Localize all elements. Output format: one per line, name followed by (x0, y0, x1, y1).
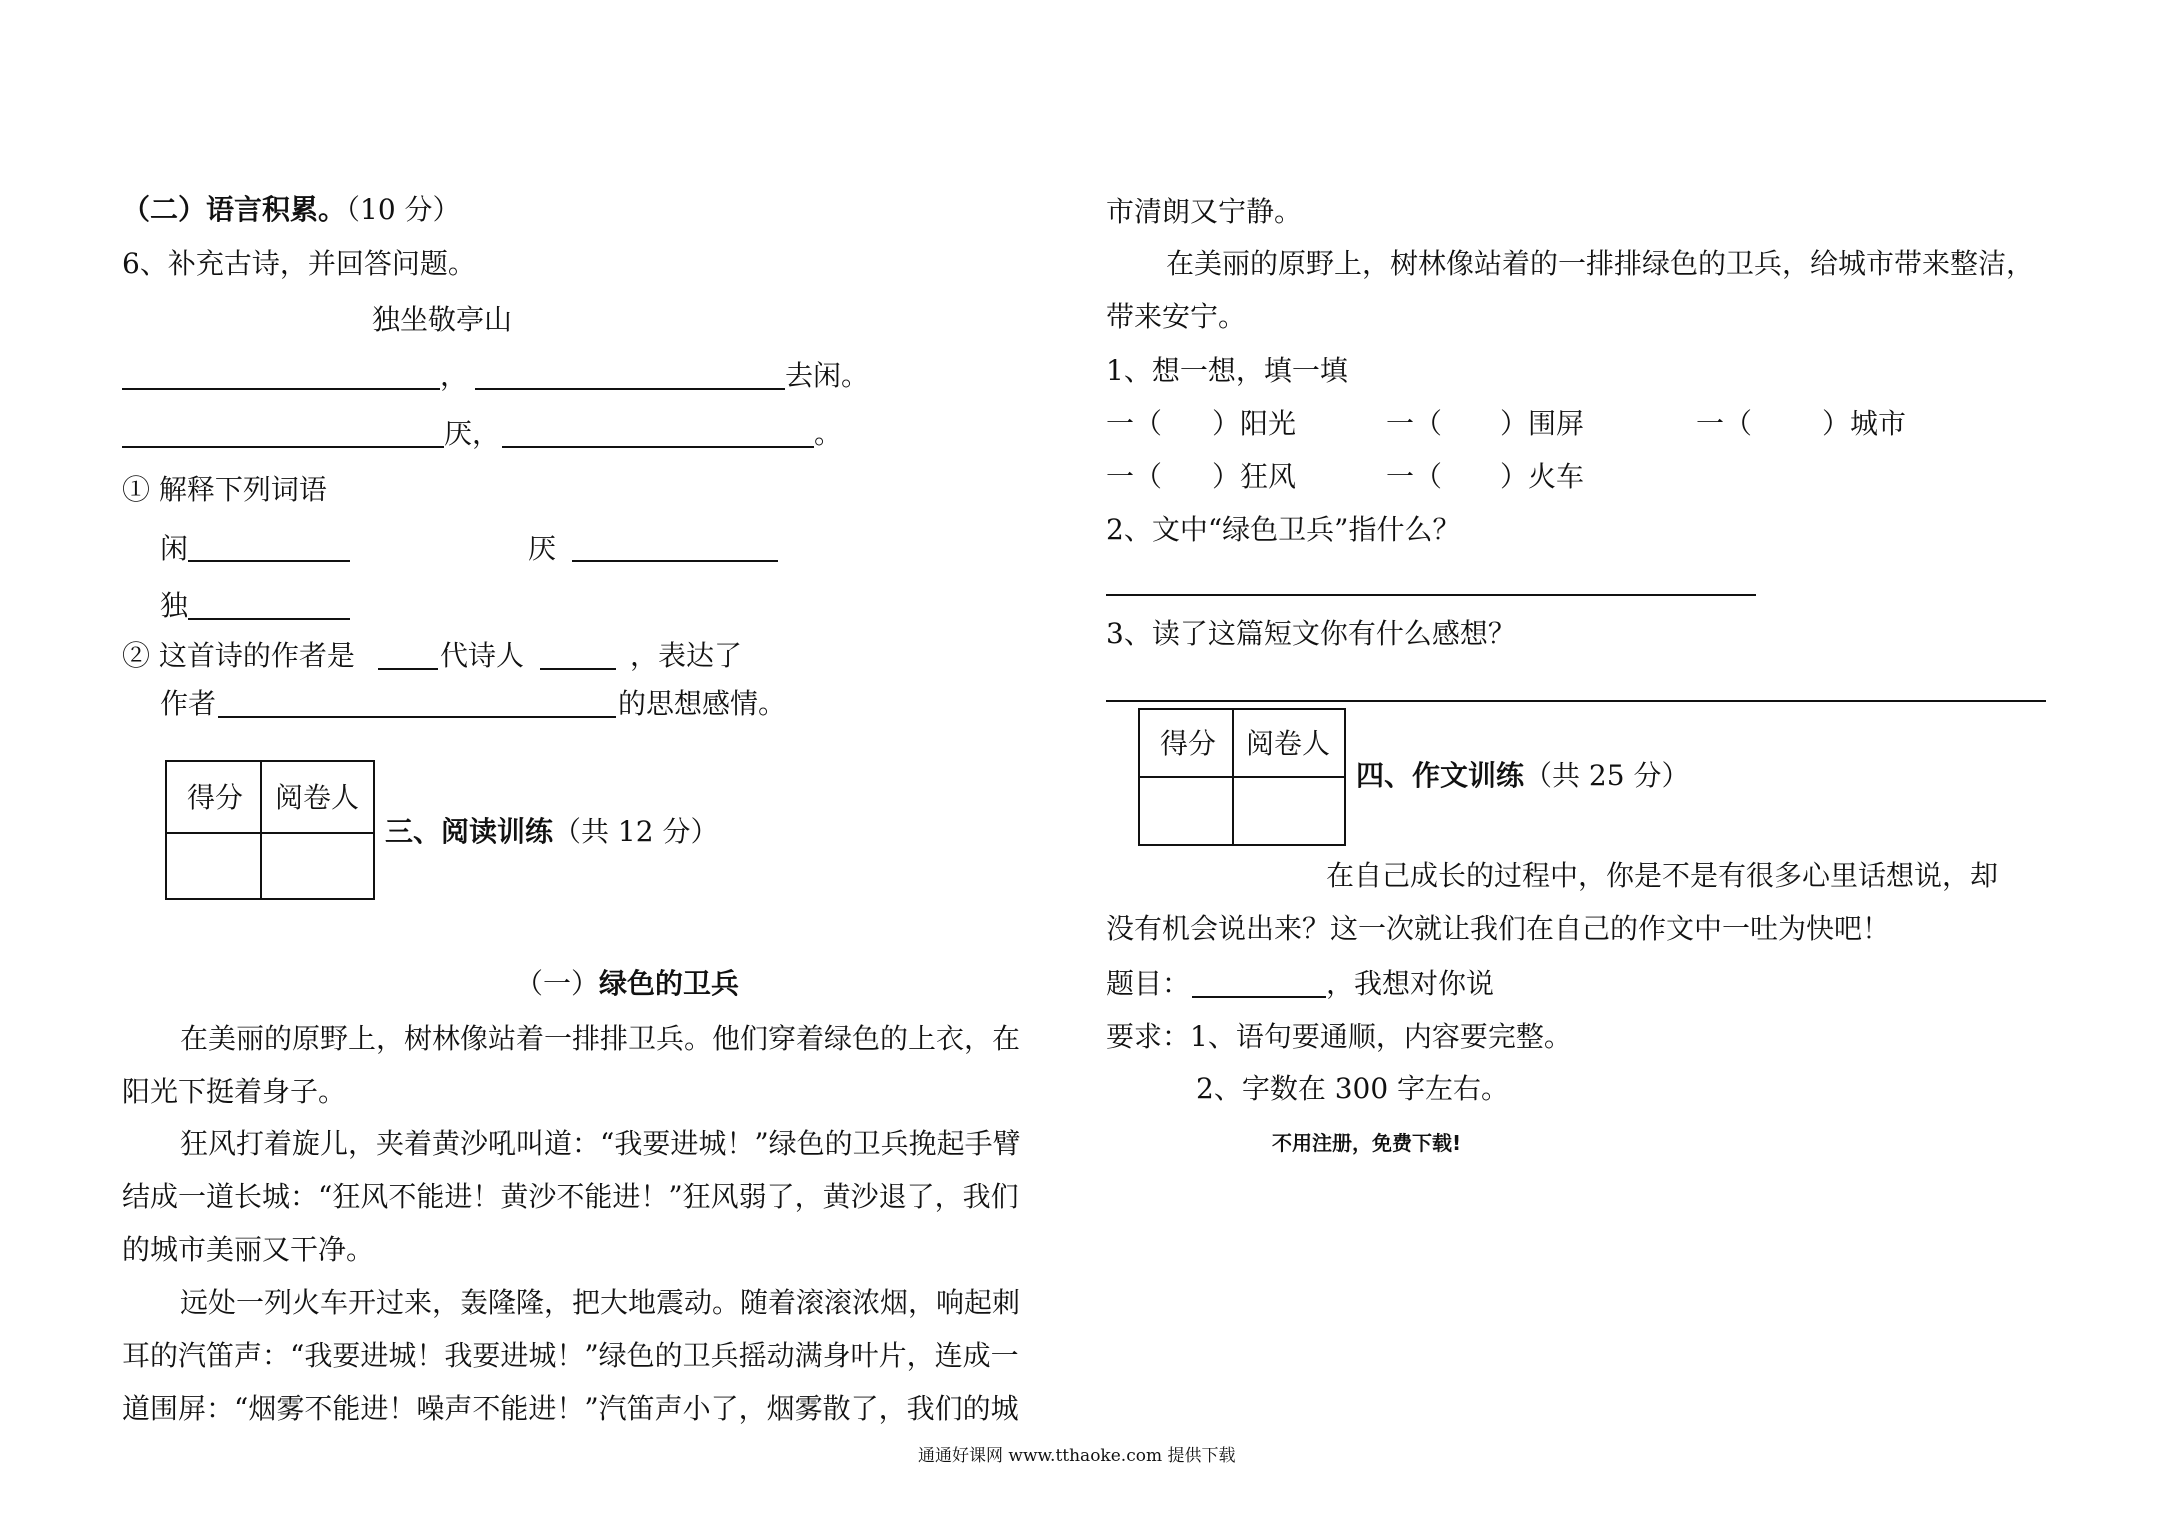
passage-p2-line1: 狂风打着旋儿，夹着黄沙吼叫道：“我要进城！”绿色的卫兵挽起手臂 (180, 1127, 1021, 1160)
fill-item-2[interactable]: 一（ ）围屏 (1386, 407, 1585, 440)
passage-p4-line1: 在美丽的原野上，树林像站着的一排排绿色的卫兵，给城市带来整洁， (1166, 247, 2035, 280)
passage-p2-line3: 的城市美丽又干净。 (122, 1233, 375, 1266)
score-header: 得分 (1160, 727, 1217, 760)
free-download-note: 不用注册，免费下载! (1272, 1131, 1462, 1155)
word-du: 独 (160, 589, 189, 622)
question-6: 6、补充古诗，并回答问题。 (122, 247, 476, 280)
word-xian-blank[interactable] (188, 560, 350, 562)
passage-p2-line2: 结成一道长城：“狂风不能进！黄沙不能进！”狂风弱了，黄沙退了，我们 (122, 1180, 1019, 1213)
reviewer-header: 阅卷人 (275, 781, 360, 814)
score-header: 得分 (187, 781, 244, 814)
feeling-blank[interactable] (218, 716, 616, 718)
poem-line2-mid: 厌， (444, 417, 501, 450)
passage-p3-line4: 市清朗又宁静。 (1106, 195, 1303, 228)
question-1: 1、想一想，填一填 (1106, 354, 1348, 387)
poem-line2-blank1[interactable] (122, 446, 444, 448)
question-2-answer-line[interactable] (1106, 594, 1756, 596)
passage-p4-line2: 带来安宁。 (1106, 300, 1247, 333)
word-yan-blank[interactable] (572, 560, 778, 562)
footer-credit: 通通好课网 www.tthaoke.com 提供下载 (918, 1446, 1236, 1466)
sub-question-1: ① 解释下列词语 (122, 473, 327, 506)
question-3-answer-line[interactable] (1106, 700, 2046, 702)
score-table-section3 (165, 760, 375, 900)
passage-p3-line1: 远处一列火车开过来，轰隆隆，把大地震动。随着滚滚浓烟，响起刺 (180, 1286, 1021, 1319)
poet-blank[interactable] (540, 668, 616, 670)
word-du-blank[interactable] (188, 618, 350, 620)
fill-item-1[interactable]: 一（ ）阳光 (1106, 407, 1297, 440)
word-yan: 厌 (528, 532, 557, 565)
topic-label: 题目： (1106, 967, 1191, 1000)
sub-question-2b: 代诗人 (440, 639, 525, 672)
score-table-section4 (1138, 708, 1346, 846)
fill-item-5[interactable]: 一（ ）火车 (1386, 460, 1585, 493)
word-xian: 闲 (160, 532, 189, 565)
poem-line1-blank2[interactable] (475, 388, 785, 390)
poem-line2-blank2[interactable] (502, 446, 814, 448)
topic-blank[interactable] (1192, 996, 1326, 998)
sub-question-2d: 作者 (160, 687, 217, 720)
poem-line2-end: 。 (814, 417, 843, 450)
passage-p3-line2: 耳的汽笛声：“我要进城！我要进城！”绿色的卫兵摇动满身叶片，连成一 (122, 1339, 1019, 1372)
question-3: 3、读了这篇短文你有什么感想？ (1106, 617, 1516, 650)
poem-line1-end: 去闲。 (785, 359, 870, 392)
section3-heading: 三、阅读训练（共 12 分） (385, 815, 719, 848)
topic-suffix: ，我想对你说 (1326, 967, 1495, 1000)
question-2: 2、文中“绿色卫兵”指什么？ (1106, 513, 1461, 546)
passage-p1-line1: 在美丽的原野上，树林像站着一排排卫兵。他们穿着绿色的上衣，在 (180, 1022, 1021, 1055)
section4-heading: 四、作文训练（共 25 分） (1356, 759, 1690, 792)
fill-item-4[interactable]: 一（ ）狂风 (1106, 460, 1297, 493)
poem-title: 独坐敬亭山 (372, 303, 513, 336)
essay-prompt-line1: 在自己成长的过程中，你是不是有很多心里话想说，却 (1326, 859, 1999, 892)
dynasty-blank[interactable] (378, 668, 438, 670)
passage-p3-line3: 道围屏：“烟雾不能进！噪声不能进！”汽笛声小了，烟雾散了，我们的城 (122, 1392, 1019, 1425)
essay-prompt-line2: 没有机会说出来？这一次就让我们在自己的作文中一吐为快吧！ (1106, 912, 1891, 945)
requirement-2: 2、字数在 300 字左右。 (1196, 1072, 1510, 1105)
passage-title: （一）绿色的卫兵 (515, 967, 740, 1000)
sub-question-2a: ② 这首诗的作者是 (122, 639, 355, 672)
sub-question-2c: ，表达了 (630, 639, 743, 672)
poem-comma: ， (440, 359, 469, 392)
fill-item-3[interactable]: 一（ ）城市 (1696, 407, 1907, 440)
poem-line1-blank1[interactable] (122, 388, 440, 390)
reviewer-header: 阅卷人 (1246, 727, 1331, 760)
section2-heading: （二）语言积累。（10 分） (122, 193, 461, 226)
passage-p1-line2: 阳光下挺着身子。 (122, 1075, 347, 1108)
sub-question-2e: 的思想感情。 (618, 687, 787, 720)
requirement-1: 要求：1、语句要通顺，内容要完整。 (1106, 1020, 1572, 1053)
